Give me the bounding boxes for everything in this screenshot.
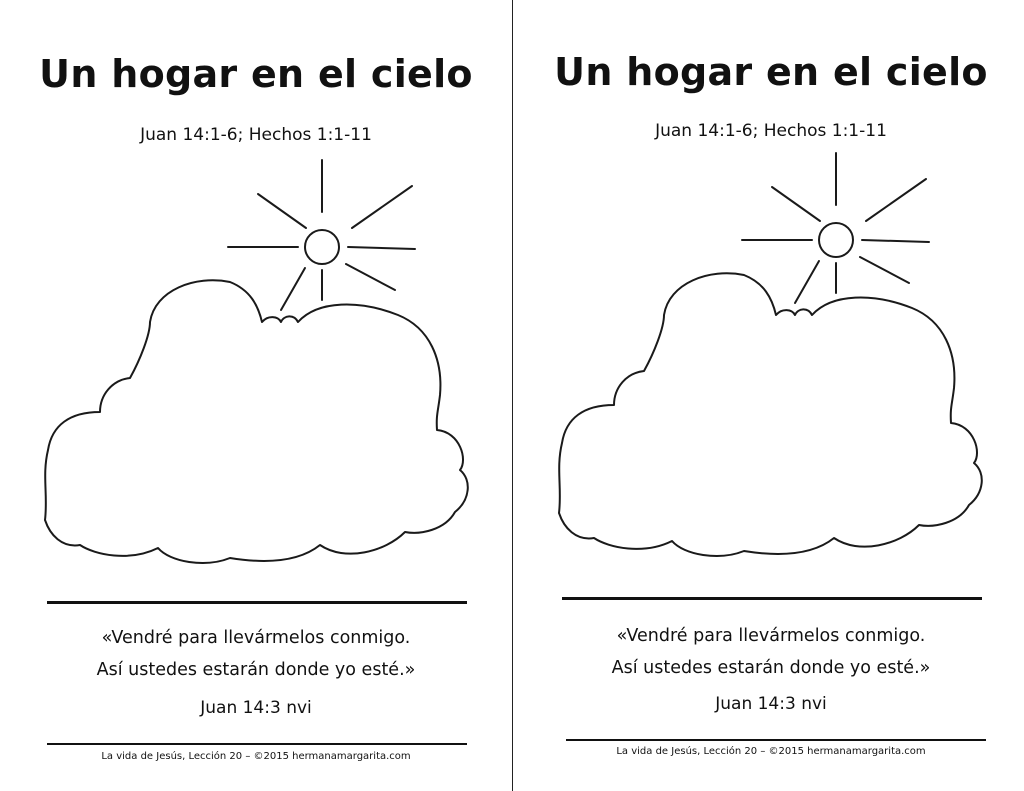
footer-credit: La vida de Jesús, Lección 20 – ©2015 hermanamargarita.com [616, 746, 926, 757]
footer-credit: La vida de Jesús, Lección 20 – ©2015 hermanamargarita.com [101, 751, 411, 762]
booklet-page-right [513, 0, 1024, 791]
memory-verse-quote [515, 620, 1024, 684]
page-title: Un hogar en el cielo [39, 52, 473, 96]
illustration [514, 143, 1024, 583]
sun-icon [742, 153, 929, 303]
verse-citation: Juan 14:3 nvi [715, 694, 827, 714]
memory-verse-quote [0, 622, 512, 686]
divider [47, 601, 467, 604]
footer-divider [566, 739, 986, 741]
footer-divider [47, 743, 467, 745]
sun-icon [228, 160, 415, 310]
quote-line-2: Así ustedes estarán donde yo esté.» [611, 658, 931, 678]
page-title: Un hogar en el cielo [554, 50, 988, 94]
cloud-icon [45, 280, 468, 563]
illustration [0, 150, 512, 590]
divider [562, 597, 982, 600]
scripture-reference: Juan 14:1-6; Hechos 1:1-11 [655, 121, 887, 141]
cloud-icon [559, 273, 982, 556]
quote-line-1: «Vendré para llevármelos conmigo. [616, 626, 926, 646]
verse-citation: Juan 14:3 nvi [200, 698, 312, 718]
scripture-reference: Juan 14:1-6; Hechos 1:1-11 [140, 125, 372, 145]
quote-line-1: «Vendré para llevármelos conmigo. [101, 628, 411, 648]
quote-line-2: Así ustedes estarán donde yo esté.» [96, 660, 416, 680]
